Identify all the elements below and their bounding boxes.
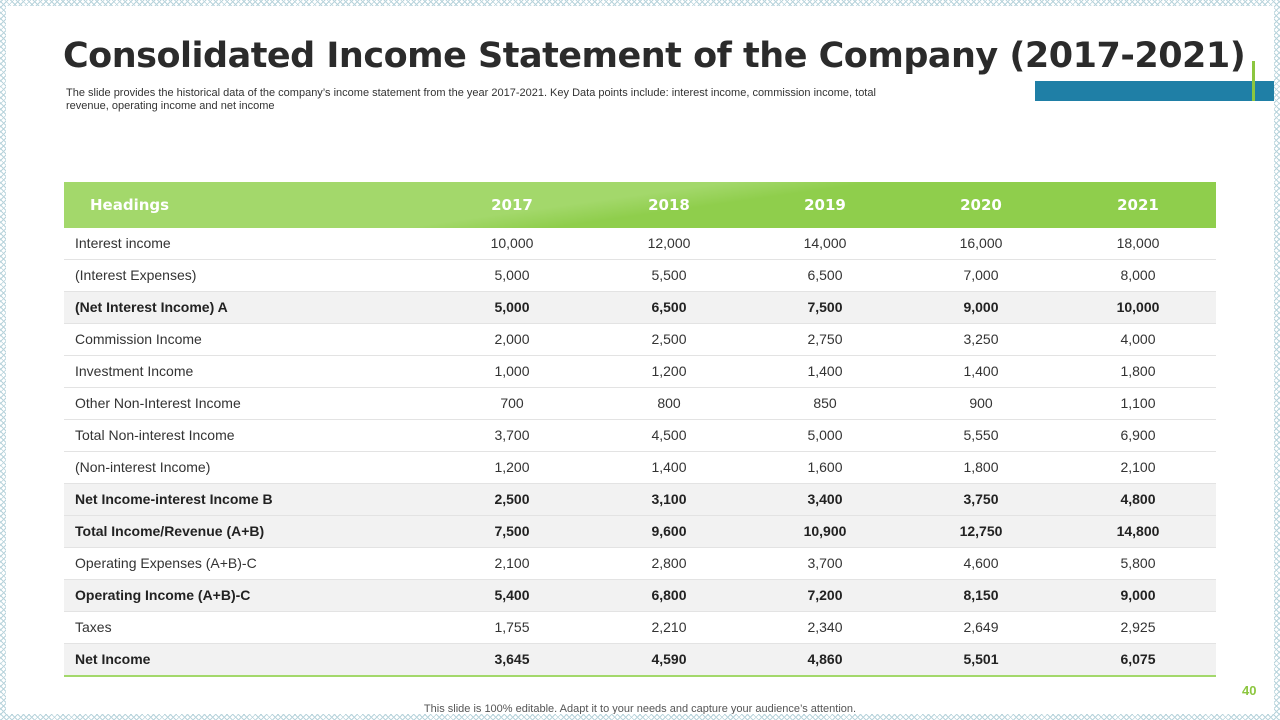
row-value: 5,000 (807, 427, 843, 443)
row-value: 1,400 (651, 459, 687, 475)
row-value: 5,501 (963, 651, 999, 667)
row-label: Net Income (75, 651, 151, 667)
table-row (64, 420, 1216, 452)
table-row (64, 324, 1216, 356)
slide-title: Consolidated Income Statement of the Company (2017-2021) (63, 36, 1246, 76)
table-row (64, 548, 1216, 580)
table-row (64, 228, 1216, 260)
table-row (64, 644, 1216, 677)
row-value: 3,750 (963, 491, 999, 507)
row-value: 7,500 (494, 523, 530, 539)
header-year: 2021 (1117, 196, 1159, 214)
row-label: Operating Income (A+B)-C (75, 587, 251, 603)
row-label: Investment Income (75, 363, 194, 379)
row-value: 2,000 (494, 331, 530, 347)
row-value: 1,800 (1120, 363, 1156, 379)
row-value: 5,400 (494, 587, 530, 603)
row-value: 2,210 (651, 619, 687, 635)
row-value: 6,500 (651, 299, 687, 315)
table-row (64, 356, 1216, 388)
header-year: 2020 (960, 196, 1002, 214)
row-value: 4,800 (1120, 491, 1156, 507)
row-value: 700 (500, 395, 524, 411)
row-value: 7,500 (807, 299, 843, 315)
row-value: 5,000 (494, 267, 530, 283)
row-label: Operating Expenses (A+B)-C (75, 555, 257, 571)
row-value: 8,150 (963, 587, 999, 603)
slide (6, 6, 1274, 714)
slide-subtitle: The slide provides the historical data of the company’s income statement from the year 2017-2021. Key Data points include: interest income, commission income, total revenue, operating income and net income (66, 87, 876, 112)
table-row (64, 580, 1216, 612)
row-value: 6,900 (1120, 427, 1156, 443)
row-value: 18,000 (1116, 235, 1160, 251)
table-row (64, 452, 1216, 484)
header-headings: Headings (90, 196, 170, 214)
header-year: 2018 (648, 196, 690, 214)
row-value: 1,400 (807, 363, 843, 379)
row-label: (Net Interest Income) A (75, 299, 228, 315)
row-value: 5,000 (494, 299, 530, 315)
header-year: 2017 (491, 196, 533, 214)
row-value: 2,500 (651, 331, 687, 347)
row-value: 1,100 (1120, 395, 1156, 411)
row-value: 2,340 (807, 619, 843, 635)
row-value: 16,000 (959, 235, 1003, 251)
row-value: 3,100 (651, 491, 687, 507)
row-label: Interest income (75, 235, 171, 251)
row-value: 9,000 (963, 299, 999, 315)
row-value: 5,550 (963, 427, 999, 443)
row-value: 3,700 (494, 427, 530, 443)
row-value: 3,250 (963, 331, 999, 347)
row-value: 2,100 (494, 555, 530, 571)
row-value: 7,200 (807, 587, 843, 603)
row-value: 14,000 (803, 235, 847, 251)
table-row (64, 516, 1216, 548)
row-value: 5,500 (651, 267, 687, 283)
row-value: 9,000 (1120, 587, 1156, 603)
row-value: 10,000 (490, 235, 534, 251)
row-label: Net Income-interest Income B (75, 491, 273, 507)
row-label: (Interest Expenses) (75, 267, 197, 283)
row-value: 12,000 (647, 235, 691, 251)
row-value: 1,755 (494, 619, 530, 635)
accent-bar (1035, 81, 1274, 101)
row-value: 6,075 (1120, 651, 1156, 667)
row-value: 6,500 (807, 267, 843, 283)
row-value: 3,645 (494, 651, 530, 667)
row-value: 2,100 (1120, 459, 1156, 475)
row-value: 1,000 (494, 363, 530, 379)
row-value: 2,750 (807, 331, 843, 347)
page-number: 40 (1242, 683, 1257, 698)
row-label: Other Non-Interest Income (75, 395, 241, 411)
row-label: Taxes (75, 619, 112, 635)
row-value: 800 (657, 395, 681, 411)
row-value: 9,600 (651, 523, 687, 539)
row-value: 8,000 (1120, 267, 1156, 283)
row-value: 12,750 (959, 523, 1003, 539)
table-row (64, 484, 1216, 516)
row-value: 3,400 (807, 491, 843, 507)
table-row (64, 292, 1216, 324)
row-value: 10,900 (803, 523, 847, 539)
row-value: 3,700 (807, 555, 843, 571)
row-value: 850 (813, 395, 837, 411)
row-label: (Non-interest Income) (75, 459, 211, 475)
table-row (64, 260, 1216, 292)
row-value: 2,649 (963, 619, 999, 635)
row-value: 5,800 (1120, 555, 1156, 571)
row-value: 6,800 (651, 587, 687, 603)
row-value: 1,600 (807, 459, 843, 475)
income-statement-table (64, 182, 1216, 677)
footer-note: This slide is 100% editable. Adapt it to your needs and capture your audience’s attention. (423, 703, 857, 714)
row-value: 2,800 (651, 555, 687, 571)
row-value: 1,200 (651, 363, 687, 379)
row-value: 900 (969, 395, 993, 411)
header-year: 2019 (804, 196, 846, 214)
row-value: 10,000 (1116, 299, 1160, 315)
row-value: 4,860 (807, 651, 843, 667)
table-header-row (64, 182, 1216, 228)
row-value: 1,800 (963, 459, 999, 475)
row-value: 4,000 (1120, 331, 1156, 347)
row-value: 14,800 (1116, 523, 1160, 539)
accent-line (1252, 61, 1255, 101)
row-value: 4,600 (963, 555, 999, 571)
row-label: Total Income/Revenue (A+B) (75, 523, 265, 539)
row-label: Commission Income (75, 331, 202, 347)
row-value: 7,000 (963, 267, 999, 283)
table-row (64, 388, 1216, 420)
row-value: 4,500 (651, 427, 687, 443)
row-value: 1,200 (494, 459, 530, 475)
row-label: Total Non-interest Income (75, 427, 235, 443)
table-body (64, 228, 1216, 677)
row-value: 4,590 (651, 651, 687, 667)
row-value: 2,925 (1120, 619, 1156, 635)
row-value: 1,400 (963, 363, 999, 379)
row-value: 2,500 (494, 491, 530, 507)
table-row (64, 612, 1216, 644)
